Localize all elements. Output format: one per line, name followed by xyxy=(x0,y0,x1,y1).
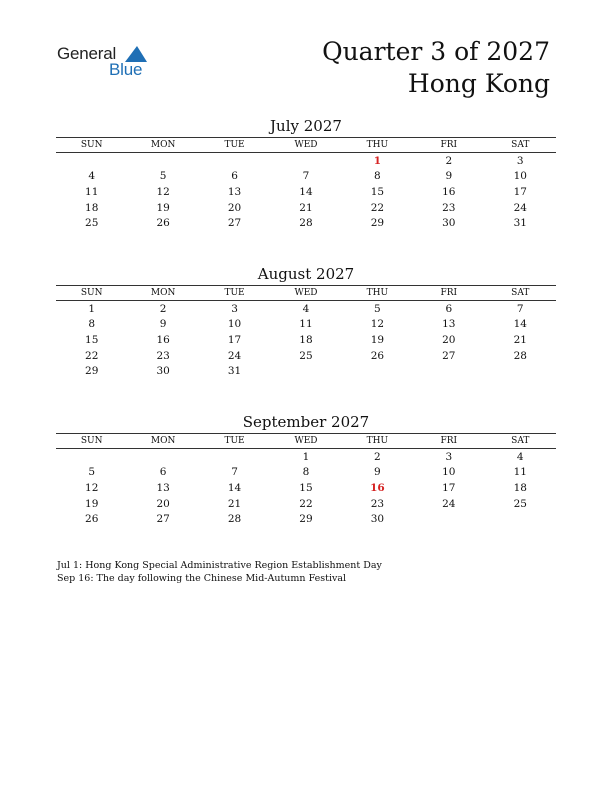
holiday-day-cell: 1 xyxy=(373,154,382,167)
day-cell: 29 xyxy=(370,217,385,230)
day-cell: 8 xyxy=(302,466,310,479)
week-row xyxy=(56,200,556,216)
calendar-grid xyxy=(56,433,556,527)
day-cell: 12 xyxy=(156,185,170,198)
empty-day-cell xyxy=(413,511,484,527)
day-cell: 21 xyxy=(513,333,527,346)
week-row xyxy=(56,215,556,231)
day-cell: 11 xyxy=(299,318,313,331)
day-cell: 5 xyxy=(159,170,167,183)
day-cell: 14 xyxy=(513,318,527,331)
day-cell: 23 xyxy=(156,349,170,362)
day-cell: 24 xyxy=(513,201,527,214)
day-cell: 9 xyxy=(445,170,453,183)
logo-word-blue: Blue xyxy=(109,60,143,79)
day-cell: 22 xyxy=(299,497,313,510)
weekday-thu: THU xyxy=(342,286,413,301)
day-cell: 6 xyxy=(231,170,238,183)
day-cell: 25 xyxy=(299,349,313,362)
day-cell: 14 xyxy=(299,185,313,198)
day-cell: 17 xyxy=(442,481,456,494)
day-cell: 24 xyxy=(442,497,456,510)
empty-day-cell xyxy=(270,363,341,379)
day-cell: 3 xyxy=(516,154,524,167)
day-cell: 29 xyxy=(85,365,99,378)
day-cell: 26 xyxy=(370,349,385,362)
day-cell: 4 xyxy=(88,170,96,183)
weekday-header-row xyxy=(56,138,556,153)
day-cell: 19 xyxy=(156,201,170,214)
day-cell: 4 xyxy=(516,450,524,463)
weekday-tue: TUE xyxy=(199,138,270,153)
day-cell: 30 xyxy=(442,217,456,230)
week-row xyxy=(56,301,556,317)
day-cell: 26 xyxy=(85,513,99,526)
day-cell: 31 xyxy=(227,365,242,378)
day-cell: 7 xyxy=(302,170,310,183)
region-name: Hong Kong xyxy=(407,69,550,98)
day-cell: 23 xyxy=(442,201,456,214)
day-cell: 29 xyxy=(299,513,313,526)
weekday-wed: WED xyxy=(270,138,341,153)
day-cell: 8 xyxy=(88,318,96,331)
day-cell: 18 xyxy=(85,201,99,214)
day-cell: 26 xyxy=(156,217,170,230)
week-row xyxy=(56,184,556,200)
day-cell: 19 xyxy=(370,333,385,346)
weekday-tue: TUE xyxy=(199,434,270,449)
week-row xyxy=(56,169,556,185)
day-cell: 7 xyxy=(231,466,238,479)
day-cell: 3 xyxy=(231,302,238,315)
weekday-sat: SAT xyxy=(485,286,556,301)
empty-day-cell xyxy=(413,363,484,379)
month-july xyxy=(56,116,556,231)
day-cell: 16 xyxy=(156,333,170,346)
day-cell: 16 xyxy=(442,185,456,198)
day-cell: 27 xyxy=(156,513,170,526)
day-cell: 31 xyxy=(513,217,527,230)
day-cell: 28 xyxy=(513,349,527,362)
week-row xyxy=(56,480,556,496)
day-cell: 3 xyxy=(445,450,453,463)
day-cell: 2 xyxy=(445,154,453,167)
day-cell: 5 xyxy=(374,302,381,315)
day-cell: 27 xyxy=(442,349,456,362)
month-september xyxy=(56,412,556,527)
generalblue-logo xyxy=(57,44,157,84)
day-cell: 18 xyxy=(299,333,313,346)
weekday-sun: SUN xyxy=(56,434,127,449)
weekday-fri: FRI xyxy=(413,434,484,449)
weekday-mon: MON xyxy=(127,434,198,449)
day-cell: 24 xyxy=(227,349,242,362)
month-august xyxy=(56,264,556,379)
empty-day-cell xyxy=(199,153,270,169)
day-cell: 10 xyxy=(442,466,456,479)
day-cell: 21 xyxy=(299,201,313,214)
month-title: September 2027 xyxy=(242,413,370,431)
day-cell: 12 xyxy=(370,318,385,331)
day-cell: 30 xyxy=(156,365,170,378)
day-cell: 19 xyxy=(85,497,99,510)
day-cell: 15 xyxy=(299,481,313,494)
weekday-sun: SUN xyxy=(56,286,127,301)
weekday-header-row xyxy=(56,434,556,449)
empty-day-cell xyxy=(56,449,127,465)
weekday-fri: FRI xyxy=(413,138,484,153)
week-row xyxy=(56,348,556,364)
day-cell: 10 xyxy=(513,170,527,183)
holiday-note: Sep 16: The day following the Chinese Mid-Autumn Festival xyxy=(57,573,347,584)
empty-day-cell xyxy=(199,449,270,465)
month-title: July 2027 xyxy=(270,117,342,135)
empty-day-cell xyxy=(56,153,127,169)
day-cell: 6 xyxy=(445,302,453,315)
weekday-wed: WED xyxy=(270,286,341,301)
weekday-mon: MON xyxy=(127,138,198,153)
day-cell: 4 xyxy=(302,302,310,315)
day-cell: 9 xyxy=(159,318,167,331)
weekday-thu: THU xyxy=(342,138,413,153)
empty-day-cell xyxy=(485,363,556,379)
day-cell: 13 xyxy=(442,318,456,331)
day-cell: 5 xyxy=(88,466,96,479)
week-row xyxy=(56,511,556,527)
day-cell: 6 xyxy=(159,466,167,479)
page-title: Quarter 3 of 2027 xyxy=(322,37,550,66)
empty-day-cell xyxy=(485,511,556,527)
day-cell: 1 xyxy=(88,302,96,315)
calendar-grid xyxy=(56,137,556,231)
day-cell: 20 xyxy=(442,333,456,346)
day-cell: 9 xyxy=(374,466,381,479)
weekday-fri: FRI xyxy=(413,286,484,301)
day-cell: 23 xyxy=(370,497,385,510)
empty-day-cell xyxy=(127,449,198,465)
weekday-thu: THU xyxy=(342,434,413,449)
weekday-header-row xyxy=(56,286,556,301)
weekday-sun: SUN xyxy=(56,138,127,153)
day-cell: 14 xyxy=(227,481,242,494)
day-cell: 2 xyxy=(374,450,381,463)
day-cell: 28 xyxy=(227,513,242,526)
day-cell: 8 xyxy=(374,170,381,183)
day-cell: 20 xyxy=(156,497,170,510)
week-row xyxy=(56,496,556,512)
day-cell: 18 xyxy=(513,481,527,494)
week-row xyxy=(56,465,556,481)
holiday-day-cell: 16 xyxy=(370,481,385,494)
weekday-wed: WED xyxy=(270,434,341,449)
day-cell: 7 xyxy=(516,302,524,315)
day-cell: 21 xyxy=(227,497,242,510)
day-cell: 2 xyxy=(159,302,167,315)
empty-day-cell xyxy=(342,363,413,379)
day-cell: 13 xyxy=(156,481,170,494)
day-cell: 20 xyxy=(227,201,242,214)
day-cell: 22 xyxy=(85,349,99,362)
week-row xyxy=(56,317,556,333)
logo-word-general: General xyxy=(57,44,117,63)
day-cell: 22 xyxy=(370,201,385,214)
month-title: August 2027 xyxy=(257,265,355,283)
day-cell: 15 xyxy=(370,185,385,198)
day-cell: 17 xyxy=(513,185,527,198)
day-cell: 12 xyxy=(85,481,99,494)
day-cell: 11 xyxy=(513,466,527,479)
empty-day-cell xyxy=(270,153,341,169)
day-cell: 10 xyxy=(227,318,242,331)
day-cell: 27 xyxy=(227,217,242,230)
weekday-sat: SAT xyxy=(485,138,556,153)
day-cell: 1 xyxy=(302,450,310,463)
day-cell: 13 xyxy=(227,185,242,198)
calendar-grid xyxy=(56,285,556,379)
weekday-mon: MON xyxy=(127,286,198,301)
day-cell: 25 xyxy=(513,497,527,510)
empty-day-cell xyxy=(127,153,198,169)
weekday-tue: TUE xyxy=(199,286,270,301)
day-cell: 15 xyxy=(85,333,99,346)
day-cell: 25 xyxy=(85,217,99,230)
day-cell: 11 xyxy=(85,185,99,198)
weekday-sat: SAT xyxy=(485,434,556,449)
week-row xyxy=(56,153,556,169)
day-cell: 30 xyxy=(370,513,385,526)
week-row xyxy=(56,449,556,465)
holiday-notes xyxy=(57,559,382,585)
day-cell: 17 xyxy=(227,333,242,346)
holiday-note: Jul 1: Hong Kong Special Administrative Region Establishment Day xyxy=(57,560,382,571)
week-row xyxy=(56,332,556,348)
header xyxy=(322,36,550,100)
week-row xyxy=(56,363,556,379)
day-cell: 28 xyxy=(299,217,313,230)
